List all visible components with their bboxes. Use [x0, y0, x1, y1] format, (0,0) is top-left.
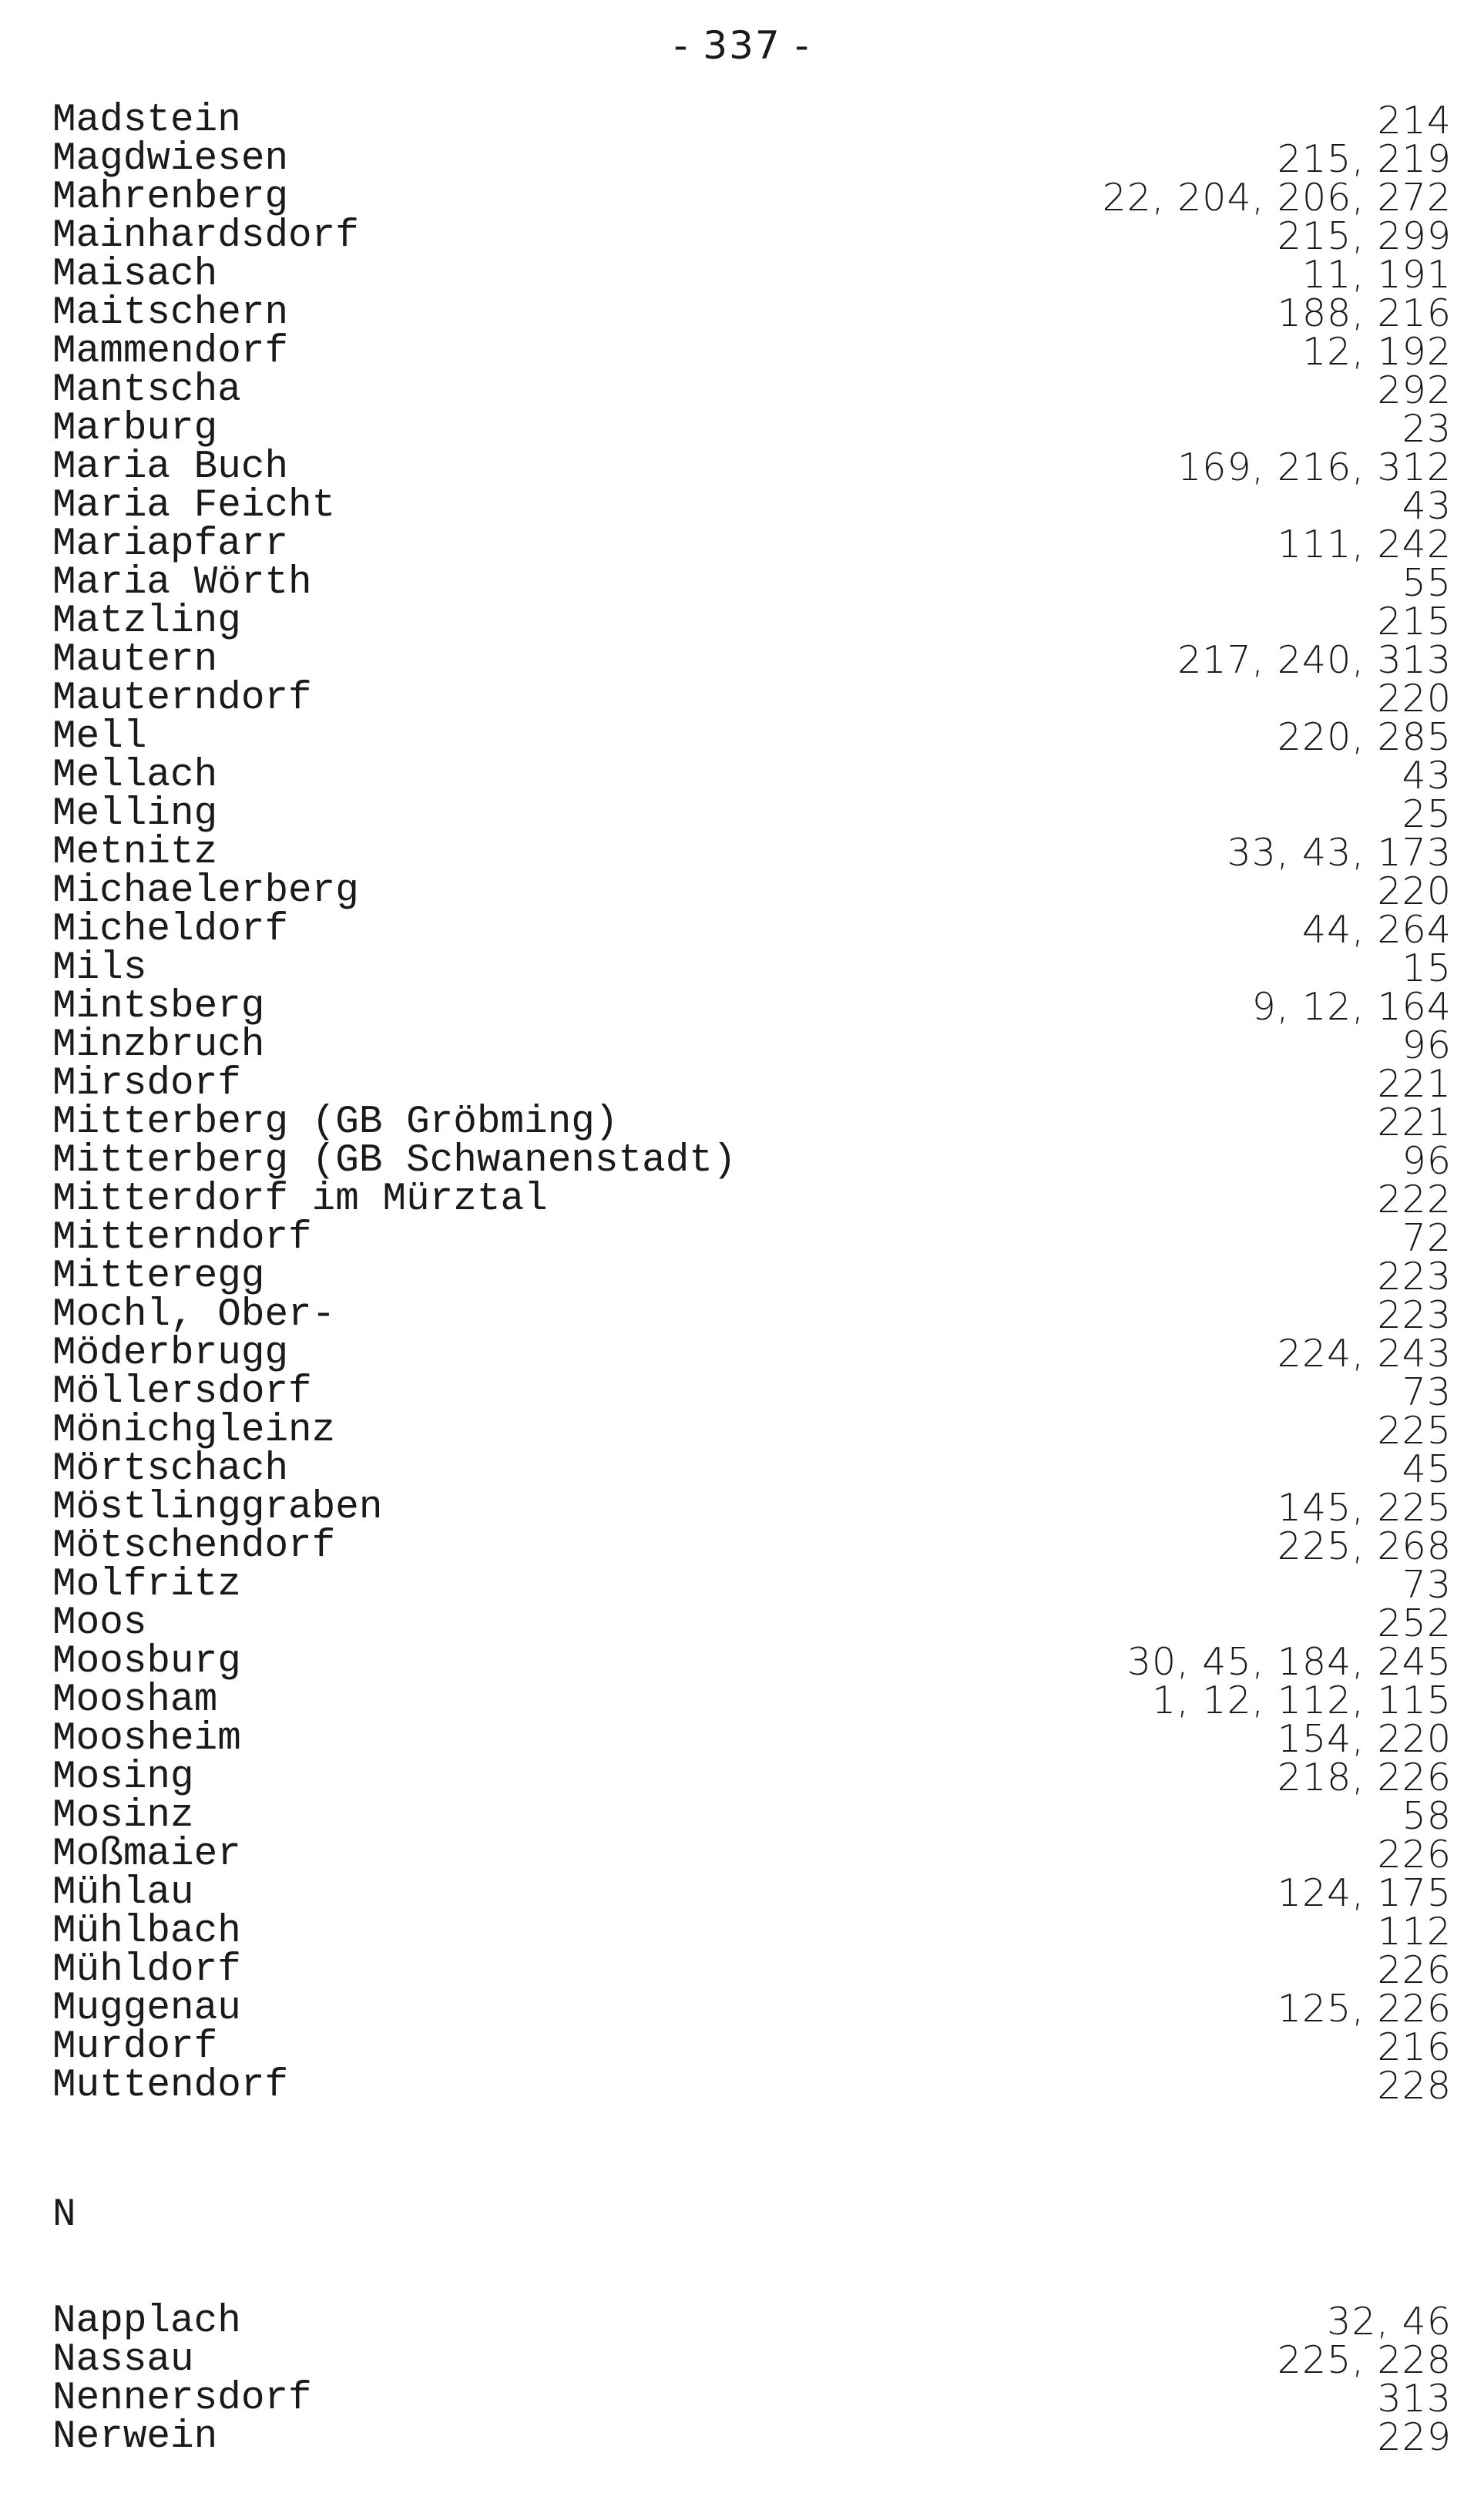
index-entry [52, 1833, 1452, 1877]
index-entry [52, 1370, 1452, 1414]
entry-name: Möderbrugg [52, 1332, 289, 1376]
index-entry [52, 1216, 1452, 1260]
entry-name: Moos [52, 1601, 147, 1645]
index-entry [52, 1447, 1452, 1491]
entry-pages: 11, 191 [1301, 253, 1452, 297]
index-entry [52, 1948, 1452, 1992]
entry-pages: 55 [1402, 561, 1452, 605]
index-entry [52, 1871, 1452, 1915]
entry-pages: 43 [1402, 484, 1452, 528]
entry-name: Maria Buch [52, 445, 289, 489]
entry-name: Mitterberg (GB Schwanenstadt) [52, 1139, 737, 1183]
entry-pages: 112 [1377, 1910, 1452, 1954]
entry-name: Mosinz [52, 1794, 194, 1838]
entry-name: Micheldorf [52, 908, 289, 952]
index-entry [52, 1640, 1452, 1684]
entry-pages: 223 [1377, 1293, 1452, 1337]
index-entry [52, 1255, 1452, 1299]
entry-name: Mühlau [52, 1871, 194, 1915]
index-entry [52, 1678, 1452, 1722]
index-entry [52, 561, 1452, 605]
index-entry [52, 2415, 1452, 2459]
index-entry [52, 137, 1452, 181]
entry-pages: 25 [1402, 792, 1452, 836]
entry-name: Mörtschach [52, 1447, 289, 1491]
entry-pages: 221 [1377, 1100, 1452, 1144]
entry-pages: 220 [1377, 869, 1452, 913]
entry-pages: 220 [1377, 677, 1452, 721]
index-list-m [52, 99, 1452, 2108]
entry-name: Mönichgleinz [52, 1409, 336, 1453]
entry-name: Maisach [52, 253, 218, 297]
section-letter: N [52, 2193, 76, 2237]
entry-name: Mühldorf [52, 1948, 241, 1992]
entry-pages: 96 [1402, 1139, 1452, 1183]
index-entry [52, 869, 1452, 913]
entry-pages: 58 [1402, 1794, 1452, 1838]
page-number: - 337 - [673, 23, 811, 68]
entry-name: Mitteregg [52, 1255, 265, 1299]
entry-name: Mautern [52, 638, 218, 682]
entry-name: Madstein [52, 99, 241, 143]
entry-pages: 125, 226 [1277, 1987, 1452, 2031]
entry-name: Napplach [52, 2300, 241, 2344]
entry-pages: 214 [1377, 99, 1452, 143]
entry-name: Murdorf [52, 2025, 218, 2069]
entry-pages: 225, 268 [1277, 1524, 1452, 1568]
entry-name: Mell [52, 715, 147, 759]
entry-pages: 226 [1377, 1948, 1452, 1992]
index-entry [52, 368, 1452, 412]
entry-pages: 15 [1402, 946, 1452, 990]
index-entry [52, 1601, 1452, 1645]
entry-pages: 216 [1377, 2025, 1452, 2069]
entry-pages: 45 [1402, 1447, 1452, 1491]
entry-pages: 30, 45, 184, 245 [1126, 1640, 1452, 1684]
index-entry [52, 715, 1452, 759]
index-entry [52, 792, 1452, 836]
entry-pages: 154, 220 [1277, 1717, 1452, 1761]
index-entry [52, 1062, 1452, 1106]
index-entry [52, 1409, 1452, 1453]
entry-pages: 9, 12, 164 [1251, 985, 1452, 1029]
entry-name: Minzbruch [52, 1023, 265, 1067]
entry-name: Mellach [52, 754, 218, 798]
index-entry [52, 2064, 1452, 2108]
entry-name: Maria Wörth [52, 561, 312, 605]
entry-name: Mauterndorf [52, 677, 312, 721]
entry-name: Matzling [52, 600, 241, 643]
entry-name: Moosheim [52, 1717, 241, 1761]
entry-pages: 124, 175 [1277, 1871, 1452, 1915]
entry-pages: 229 [1377, 2415, 1452, 2459]
index-entry [52, 600, 1452, 643]
index-entry [52, 214, 1452, 258]
index-entry [52, 484, 1452, 528]
index-entry [52, 1332, 1452, 1376]
index-entry [52, 1910, 1452, 1954]
entry-name: Mainhardsdorf [52, 214, 359, 258]
entry-pages: 215, 299 [1277, 214, 1452, 258]
entry-pages: 221 [1377, 1062, 1452, 1106]
entry-pages: 252 [1377, 1601, 1452, 1645]
entry-name: Mariapfarr [52, 523, 289, 566]
entry-pages: 225 [1377, 1409, 1452, 1453]
entry-name: Möstlinggraben [52, 1486, 383, 1530]
entry-pages: 12, 192 [1301, 330, 1452, 374]
entry-pages: 217, 240, 313 [1177, 638, 1452, 682]
entry-pages: 73 [1402, 1370, 1452, 1414]
entry-name: Maria Feicht [52, 484, 336, 528]
index-entry [52, 754, 1452, 798]
index-entry [52, 1100, 1452, 1144]
index-entry [52, 1023, 1452, 1067]
entry-name: Mitterberg (GB Gröbming) [52, 1100, 619, 1144]
entry-pages: 111, 242 [1277, 523, 1452, 566]
entry-name: Moosburg [52, 1640, 241, 1684]
index-entry [52, 176, 1452, 220]
entry-pages: 33, 43, 173 [1227, 831, 1452, 875]
entry-pages: 223 [1377, 1255, 1452, 1299]
entry-pages: 228 [1377, 2064, 1452, 2108]
entry-name: Nassau [52, 2338, 194, 2382]
entry-pages: 145, 225 [1277, 1486, 1452, 1530]
entry-name: Muttendorf [52, 2064, 289, 2108]
entry-name: Metnitz [52, 831, 218, 875]
entry-name: Molfritz [52, 1563, 241, 1607]
entry-pages: 292 [1377, 368, 1452, 412]
entry-name: Mils [52, 946, 147, 990]
index-entry [52, 1987, 1452, 2031]
entry-name: Mirsdorf [52, 1062, 241, 1106]
index-list-n [52, 2300, 1452, 2459]
index-entry [52, 946, 1452, 990]
entry-name: Mühlbach [52, 1910, 241, 1954]
index-entry [52, 2025, 1452, 2069]
index-entry [52, 908, 1452, 952]
entry-pages: 313 [1377, 2377, 1452, 2421]
entry-pages: 44, 264 [1301, 908, 1452, 952]
entry-pages: 22, 204, 206, 272 [1102, 176, 1452, 220]
entry-name: Magdwiesen [52, 137, 289, 181]
index-entry [52, 1178, 1452, 1221]
entry-name: Mötschendorf [52, 1524, 336, 1568]
index-entry [52, 253, 1452, 297]
entry-pages: 220, 285 [1277, 715, 1452, 759]
index-entry [52, 677, 1452, 721]
index-entry [52, 1524, 1452, 1568]
entry-pages: 32, 46 [1327, 2300, 1452, 2344]
entry-name: Moßmaier [52, 1833, 241, 1877]
entry-name: Mochl, Ober- [52, 1293, 336, 1337]
entry-pages: 1, 12, 112, 115 [1151, 1678, 1452, 1722]
index-entry [52, 445, 1452, 489]
index-entry [52, 99, 1452, 143]
entry-name: Nerwein [52, 2415, 218, 2459]
entry-pages: 72 [1402, 1216, 1452, 1260]
entry-name: Melling [52, 792, 218, 836]
entry-pages: 215 [1377, 600, 1452, 643]
entry-pages: 218, 226 [1277, 1756, 1452, 1799]
entry-name: Michaelerberg [52, 869, 359, 913]
index-entry [52, 2338, 1452, 2382]
entry-name: Möllersdorf [52, 1370, 312, 1414]
entry-name: Muggenau [52, 1987, 241, 2031]
index-entry [52, 1794, 1452, 1838]
entry-name: Mantscha [52, 368, 241, 412]
index-entry [52, 1563, 1452, 1607]
entry-pages: 222 [1377, 1178, 1452, 1221]
entry-pages: 73 [1402, 1563, 1452, 1607]
entry-pages: 224, 243 [1277, 1332, 1452, 1376]
index-entry [52, 831, 1452, 875]
entry-pages: 215, 219 [1277, 137, 1452, 181]
entry-name: Maitschern [52, 291, 289, 335]
entry-name: Mahrenberg [52, 176, 289, 220]
entry-name: Nennersdorf [52, 2377, 312, 2421]
index-entry [52, 638, 1452, 682]
index-entry [52, 1293, 1452, 1337]
entry-pages: 43 [1402, 754, 1452, 798]
entry-name: Moosham [52, 1678, 218, 1722]
entry-pages: 226 [1377, 1833, 1452, 1877]
entry-name: Mosing [52, 1756, 194, 1799]
entry-pages: 23 [1402, 407, 1452, 451]
entry-pages: 188, 216 [1277, 291, 1452, 335]
entry-name: Mitterndorf [52, 1216, 312, 1260]
index-entry [52, 985, 1452, 1029]
index-entry [52, 1717, 1452, 1761]
entry-pages: 96 [1402, 1023, 1452, 1067]
entry-name: Mintsberg [52, 985, 265, 1029]
index-entry [52, 523, 1452, 566]
index-entry [52, 2300, 1452, 2344]
entry-name: Marburg [52, 407, 218, 451]
index-entry [52, 407, 1452, 451]
index-entry [52, 1756, 1452, 1799]
entry-name: Mammendorf [52, 330, 289, 374]
entry-pages: 225, 228 [1277, 2338, 1452, 2382]
index-entry [52, 2377, 1452, 2421]
index-entry [52, 291, 1452, 335]
entry-name: Mitterdorf im Mürztal [52, 1178, 548, 1221]
entry-pages: 169, 216, 312 [1177, 445, 1452, 489]
index-entry [52, 330, 1452, 374]
index-entry [52, 1486, 1452, 1530]
index-entry [52, 1139, 1452, 1183]
